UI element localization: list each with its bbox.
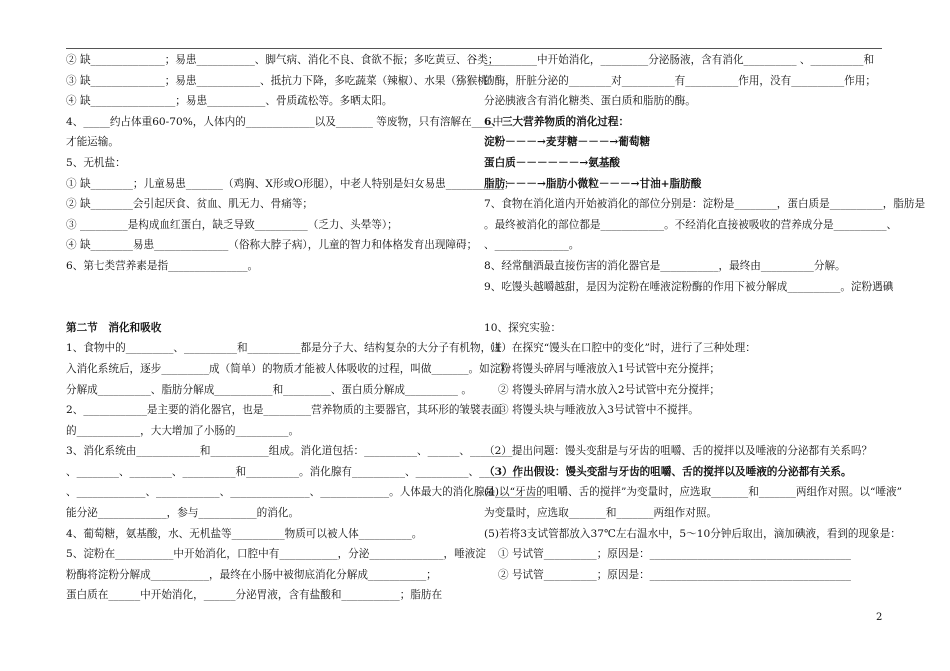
left-column-line: 才能运输。 [66, 136, 119, 149]
right-column-line: （3）作出假设：馒头变甜与牙齿的咀嚼、舌的搅拌以及唾液的分泌都有关系。 [484, 465, 852, 478]
left-column-line: 2、____________是主要的消化器官，也是_________营养物质的主要器官，其环形的皱襞表面 [66, 404, 502, 417]
right-column-line: ① 将馒头碎屑与唾液放入1号试管中充分搅拌； [498, 362, 720, 375]
right-column-line [484, 421, 884, 442]
left-column-line: 4、_____约占体重60-70%，人体内的_____________以及_______ 等废物，只有溶解在____中 [66, 115, 504, 128]
left-column-line: 粉酶将淀粉分解成___________，最终在小肠中被彻底消化分解成___________； [66, 568, 437, 581]
left-column-line: ② 缺________会引起厌食、贫血、肌无力、骨痛等； [66, 198, 314, 211]
left-column-line: ④ 缺________________；易患___________、骨质疏松等。多晒太阳。 [66, 95, 393, 108]
right-column-line: 淀粉－－－→麦芽糖－－－→葡萄糖 [484, 136, 651, 149]
right-column-line: 分泌胰液含有消化糖类、蛋白质和脂肪的酶。 [484, 95, 696, 108]
left-column-line: 4、葡萄糖，氨基酸，水、无机盐等__________物质可以被人体__________。 [66, 527, 423, 540]
right-column-line: __________中开始消化，_________分泌肠液，含有消化__________ 、__________和 [484, 54, 875, 66]
left-column-line: 、_____________、____________、_______________、_____________。人体最大的消化腺是_________ [66, 486, 543, 499]
right-column-line: (4)以“牙齿的咀嚼、舌的搅拌”为变量时，应选取_______和_______两组作对照。以“唾液” [484, 486, 903, 499]
left-column-line: 1、食物中的_________、__________和__________都是分子大、结构复杂的大分子有机物，进 [66, 342, 502, 355]
right-column-line: 8、经常酗酒最直接伤害的消化器官是___________，最终由__________分解。 [484, 259, 846, 272]
right-column-line: ③ 将馒头块与唾液放入3号试管中不搅拌。 [498, 404, 699, 417]
top-rule [66, 48, 882, 49]
left-column-line: ④ 缺________易患______________（俗称大脖子病），儿童的智力和体格发育出现障碍； [66, 239, 478, 252]
left-column-line: 蛋白质在______中开始消化，______分泌胃液，含有盐酸和___________；脂肪在 [66, 589, 443, 602]
left-column-line: 入消化系统后，逐步_________成（简单）的物质才能被人体吸收的过程，叫做_______。如淀粉 [66, 362, 511, 375]
right-column-line: （2）提出问题：馒头变甜是与牙齿的咀嚼、舌的搅拌以及唾液的分泌都有关系吗？ [484, 445, 873, 458]
left-column-line: 5、淀粉在___________中开始消化，口腔中有___________，分泌______________，唾液淀 [66, 548, 486, 561]
left-column-line: 第二节 消化和吸收 [66, 321, 162, 334]
right-column-line: 、______________。 [484, 239, 580, 252]
left-column-line: 、________、________、__________和__________。消化腺有__________、__________、________ [66, 465, 522, 478]
page-number: 2 [876, 612, 883, 623]
right-column-line: 的酶，肝脏分泌的________对__________有__________作用，没有__________作用； [484, 74, 876, 87]
left-column-line: 5、无机盐： [66, 156, 126, 169]
right-column-line: 。最终被消化的部位都是____________。不经消化直接被吸收的营养成分是__________、 [484, 218, 898, 231]
right-column-line: ① 号试管__________；原因是：______________________________________ [498, 548, 851, 561]
left-column-line [66, 277, 476, 298]
right-column-line: ② 将馒头碎屑与清水放入2号试管中充分搅拌； [498, 383, 720, 396]
left-column-line: ① 缺________；儿童易患_______（鸡胸、X形或O形腿），中老人特别是妇女易患___________； [66, 177, 515, 190]
right-column-line: 蛋白质－－－－－－→氨基酸 [484, 156, 621, 169]
left-column-line: 6、第七类营养素是指_______________。 [66, 259, 259, 272]
right-column-line: 7、食物在消化道内开始被消化的部位分别是：淀粉是________，蛋白质是__________，脂肪是 [484, 198, 926, 211]
right-column-line [484, 297, 884, 318]
left-column-line: ② 缺______________；易患___________、脚气病、消化不良、食欲不振；多吃黄豆、谷类； [66, 54, 499, 66]
right-column-line: (5)若将3支试管都放入37℃左右温水中，5～10分钟后取出，滴加碘液，看到的现象是： [484, 527, 901, 540]
left-column-line: ③ _________是构成血红蛋白，缺乏导致__________（乏力、头晕等）； [66, 218, 398, 231]
right-column-line: 9、吃馒头越嚼越甜，是因为淀粉在唾液淀粉酶的作用下被分解成__________。淀粉遇碘 [484, 280, 894, 293]
left-column-line: 3、消化系统由____________和___________组成。消化道包括：__________、______、________ [66, 445, 513, 458]
right-column [484, 50, 926, 585]
left-column-line: 能分泌_____________，参与___________的消化。 [66, 507, 300, 520]
right-column-line: 脂肪－－－→脂肪小微粒－－－→甘油+脂肪酸 [484, 177, 702, 190]
right-column-line: （1）在探究“馒头在口腔中的变化”时，进行了三种处理： [484, 342, 756, 355]
left-column-line: ③ 缺______________；易患____________、抵抗力下降，多吃蔬菜（辣椒）、水果（猕猴桃） [66, 74, 499, 87]
left-column-line: 的____________，大大增加了小肠的__________。 [66, 424, 300, 437]
left-column-line: 分解成__________、脂肪分解成___________和_________、蛋白质分解成__________ 。 [66, 383, 472, 396]
right-column-line: 为变量时，应选取_______和_______两组作对照。 [484, 507, 718, 520]
right-column-line: 10、探究实验： [484, 321, 562, 334]
left-column-line [66, 297, 476, 318]
right-column-line: 6、三大营养物质的消化过程： [484, 115, 630, 128]
right-column-line: ② 号试管__________；原因是：______________________________________ [498, 568, 851, 581]
